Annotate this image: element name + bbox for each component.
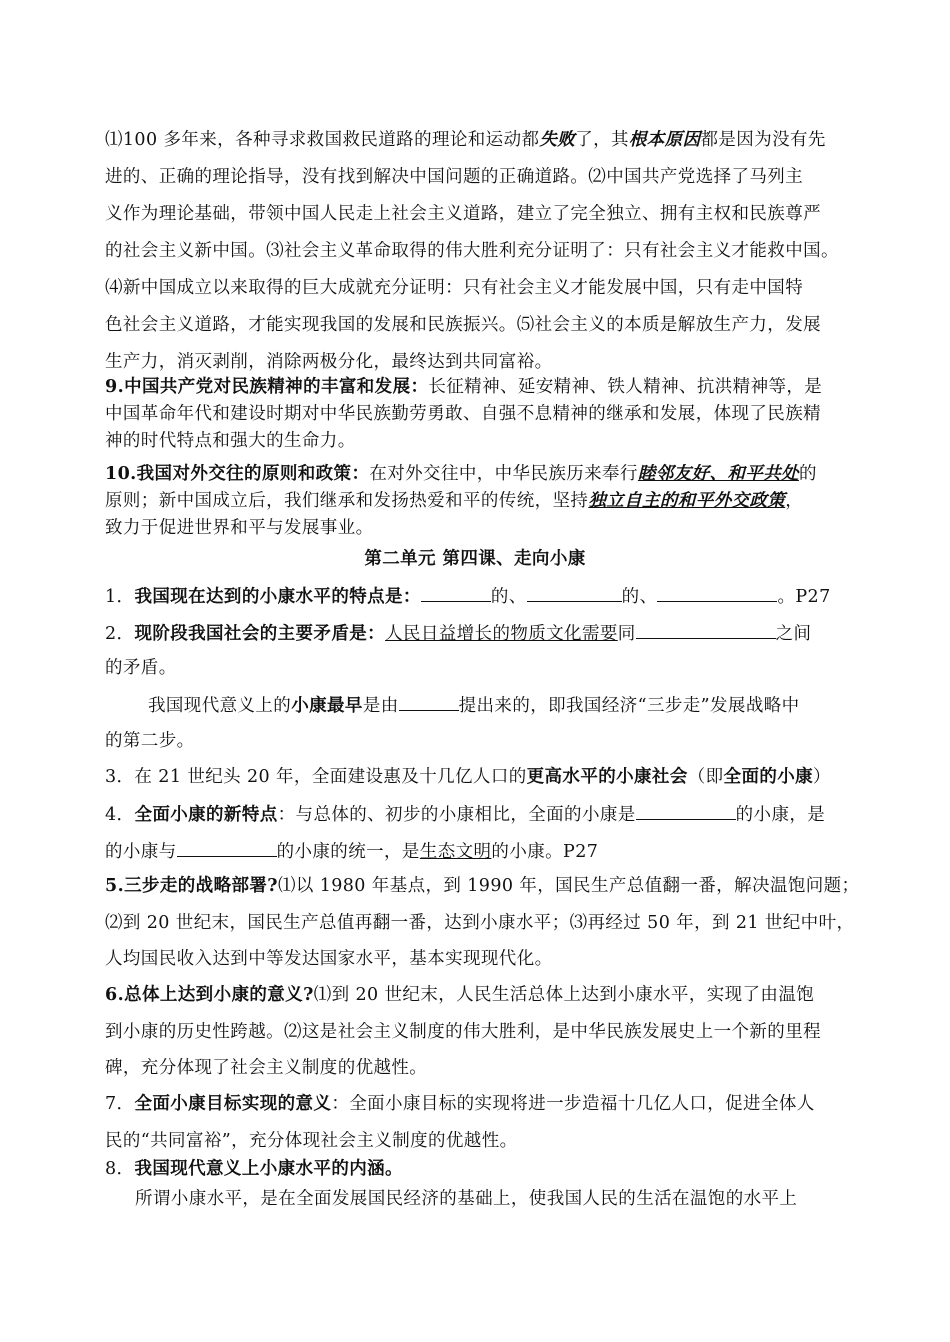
item9-line3: 神的时代特点和强大的生命力。 bbox=[105, 431, 356, 451]
item10-line2: 原则；新中国成立后，我们继承和发扬热爱和平的传统，坚持独立自主的和平外交政策， bbox=[105, 491, 804, 511]
para1-line3: 义作为理论基础，带领中国人民走上社会主义道路，建立了完全独立、拥有主权和民族尊严 bbox=[105, 204, 821, 224]
item9-line2: 中国革命年代和建设时期对中华民族勤劳勇敢、自强不息精神的继承和发展，体现了民族精 bbox=[105, 404, 821, 424]
q7-line1: 7．全面小康目标实现的意义：全面小康目标的实现将进一步造福十几亿人口，促进全体人 bbox=[105, 1094, 815, 1114]
q1-line: 1．我国现在达到的小康水平的特点是： 的、 的、 。P27 bbox=[105, 583, 831, 609]
para1-line6: 色社会主义道路，才能实现我国的发展和民族振兴。⑸社会主义的本质是解放生产力，发展 bbox=[105, 315, 821, 335]
section-title: 第二单元 第四课、走向小康 bbox=[364, 549, 586, 569]
para1-line1: ⑴100 多年来，各种寻求救国救民道路的理论和运动都失败了，其根本原因都是因为没有先 bbox=[105, 130, 826, 150]
q6-line1: 6.总体上达到小康的意义?⑴到 20 世纪末，人民生活总体上达到小康水平，实现了由温饱 bbox=[105, 985, 815, 1005]
item10-line3: 致力于促进世界和平与发展事业。 bbox=[105, 518, 374, 538]
q4-line1: 4．全面小康的新特点：与总体的、初步的小康相比，全面的小康是 的小康，是 bbox=[105, 801, 825, 827]
q2b-line1: 我国现代意义上的小康最早是由 提出来的，即我国经济“三步走”发展战略中 bbox=[148, 692, 800, 718]
q6-line2: 到小康的历史性跨越。⑵这是社会主义制度的伟大胜利，是中华民族发展史上一个新的里程 bbox=[105, 1022, 821, 1042]
q5-line2: ⑵到 20 世纪末，国民生产总值再翻一番，达到小康水平；⑶再经过 50 年，到 21 世纪中叶， bbox=[105, 913, 855, 933]
q1-blank-2[interactable] bbox=[527, 583, 622, 602]
para1-line7: 生产力，消灭剥削，消除两极分化，最终达到共同富裕。 bbox=[105, 352, 553, 372]
item10-line1: 10.我国对外交往的原则和政策：在对外交往中，中华民族历来奉行睦邻友好、和平共处的 bbox=[105, 464, 817, 484]
q3-line: 3．在 21 世纪头 20 年，全面建设惠及十几亿人口的更高水平的小康社会（即全面的小康） bbox=[105, 767, 831, 787]
q6-line3: 碑，充分体现了社会主义制度的优越性。 bbox=[105, 1058, 428, 1078]
para1-line2: 进的、正确的理论指导，没有找到解决中国问题的正确道路。⑵中国共产党选择了马列主 bbox=[105, 167, 804, 187]
q1-blank-1[interactable] bbox=[421, 583, 491, 602]
q2b-blank[interactable] bbox=[399, 692, 459, 711]
q8-line2: 所谓小康水平，是在全面发展国民经济的基础上，使我国人民的生活在温饱的水平上 bbox=[135, 1189, 798, 1209]
q5-line1: 5.三步走的战略部署?⑴以 1980 年基点，到 1990 年，国民生产总值翻一番，解决温饱问题； bbox=[105, 876, 860, 896]
q8-line1: 8．我国现代意义上小康水平的内涵。 bbox=[105, 1159, 403, 1179]
para1-line4: 的社会主义新中国。⑶社会主义革命取得的伟大胜利充分证明了：只有社会主义才能救中国。 bbox=[105, 241, 839, 261]
q2b-line2: 的第二步。 bbox=[105, 731, 195, 751]
q7-line2: 民的“共同富裕”，充分体现社会主义制度的优越性。 bbox=[105, 1131, 518, 1151]
q4-line2: 的小康与 的小康的统一，是生态文明的小康。P27 bbox=[105, 838, 598, 864]
q4-blank-2[interactable] bbox=[177, 838, 277, 857]
q1-blank-3[interactable] bbox=[657, 583, 777, 602]
q5-line3: 人均国民收入达到中等发达国家水平，基本实现现代化。 bbox=[105, 949, 553, 969]
para1-line5: ⑷新中国成立以来取得的巨大成就充分证明：只有社会主义才能发展中国，只有走中国特 bbox=[105, 278, 804, 298]
q2-line1: 2．现阶段我国社会的主要矛盾是：人民日益增长的物质文化需要同 之间 bbox=[105, 620, 811, 646]
q2-blank[interactable] bbox=[636, 620, 776, 639]
q4-blank-1[interactable] bbox=[636, 801, 736, 820]
item9-line1: 9.中国共产党对民族精神的丰富和发展：长征精神、延安精神、铁人精神、抗洪精神等，是 bbox=[105, 377, 823, 397]
q2-line2: 的矛盾。 bbox=[105, 658, 177, 678]
